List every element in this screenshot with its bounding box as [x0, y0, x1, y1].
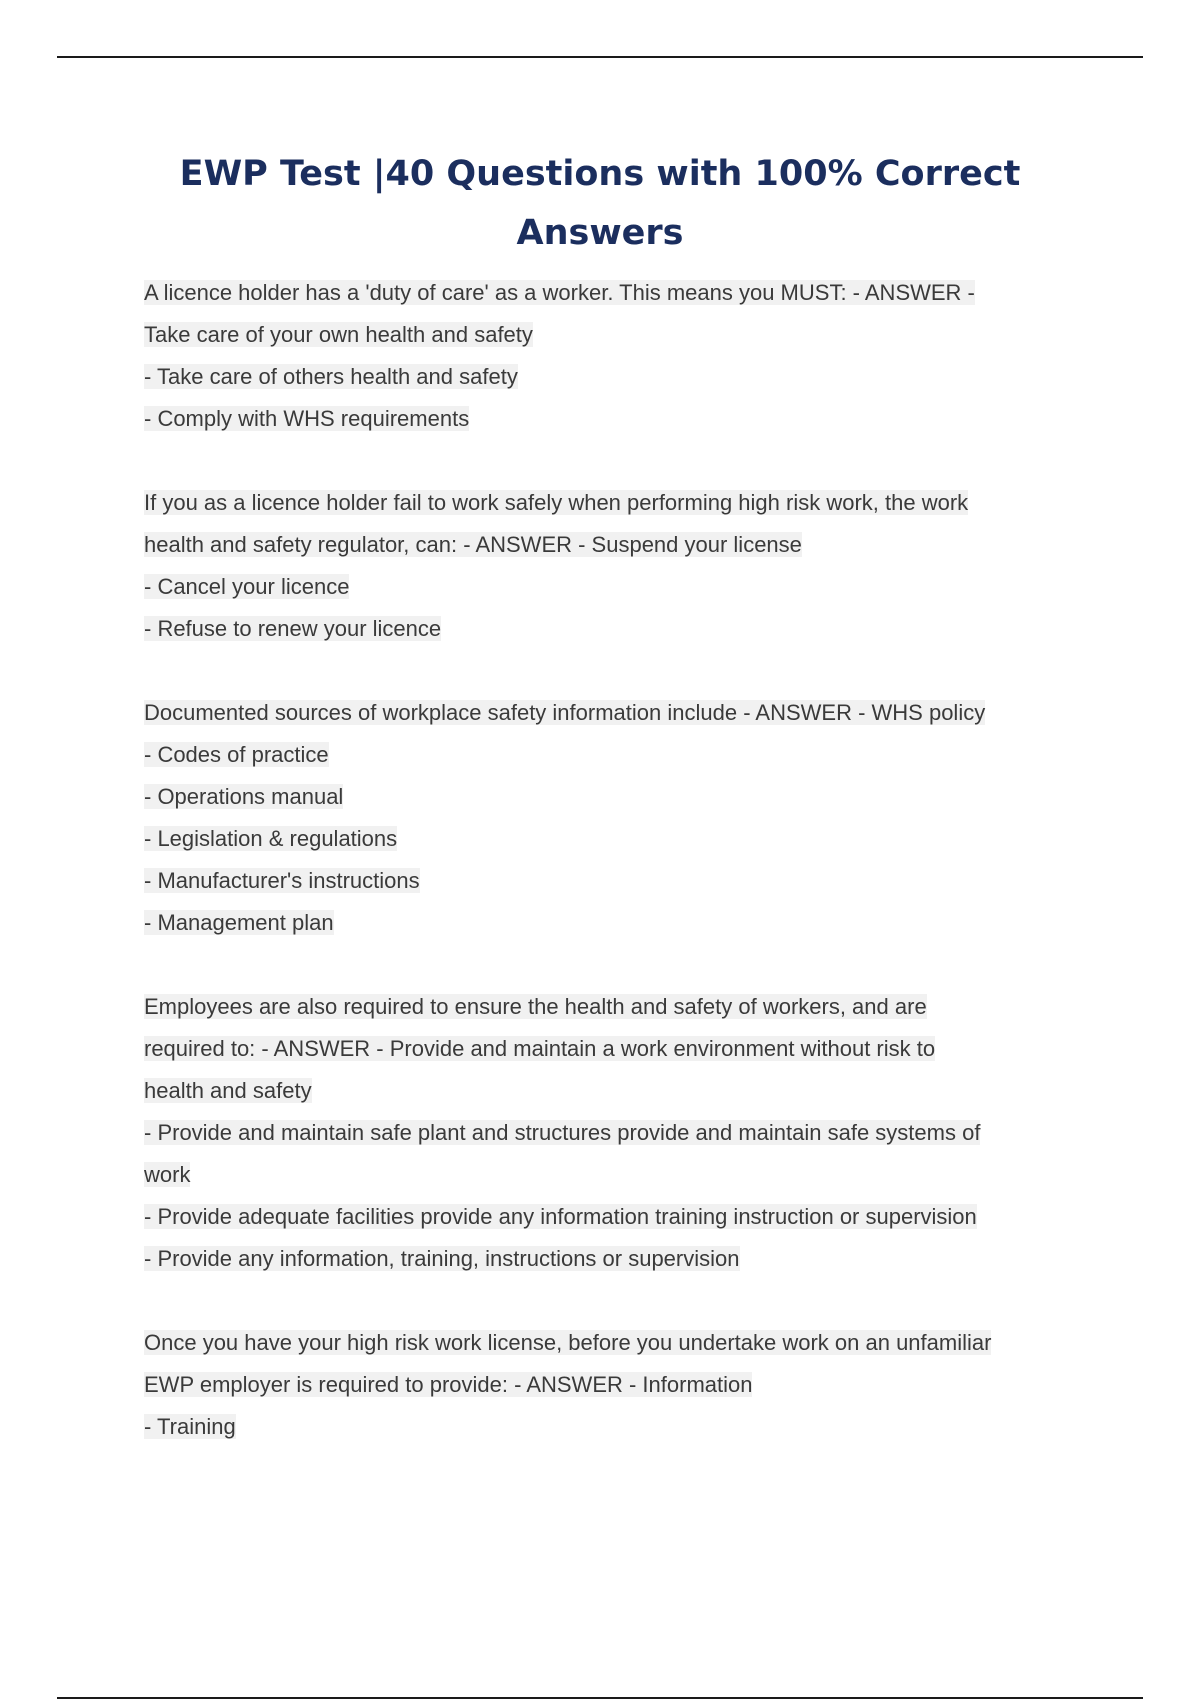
qa-line: health and safety regulator, can: - ANSWER - Suspend your license: [144, 532, 802, 557]
qa-block: [144, 272, 1084, 440]
qa-line: Take care of your own health and safety: [144, 322, 533, 347]
page-title-line-1: EWP Test |40 Questions with 100% Correct: [179, 154, 1021, 194]
qa-line: - Operations manual: [144, 784, 344, 809]
qa-line: EWP employer is required to provide: - ANSWER - Information: [144, 1372, 753, 1397]
page-title: [100, 145, 1100, 263]
qa-block: [144, 1322, 1084, 1448]
footer-rule: [57, 1697, 1143, 1699]
qa-line: - Provide and maintain safe plant and structures provide and maintain safe systems of: [144, 1120, 981, 1145]
qa-line: Once you have your high risk work license, before you undertake work on an unfamiliar: [144, 1330, 992, 1355]
qa-line: - Provide any information, training, instructions or supervision: [144, 1246, 740, 1271]
qa-line: - Legislation & regulations: [144, 826, 398, 851]
qa-line: - Comply with WHS requirements: [144, 406, 470, 431]
qa-line: required to: - ANSWER - Provide and maintain a work environment without risk to: [144, 1036, 936, 1061]
qa-block: [144, 692, 1084, 944]
qa-line: - Training: [144, 1414, 236, 1439]
header-rule: [57, 56, 1143, 58]
qa-line: - Refuse to renew your licence: [144, 616, 442, 641]
qa-content: [144, 272, 1084, 1490]
qa-block: [144, 986, 1084, 1280]
qa-line: - Take care of others health and safety: [144, 364, 518, 389]
qa-line: A licence holder has a 'duty of care' as a worker. This means you MUST: - ANSWER -: [144, 280, 975, 305]
qa-block: [144, 482, 1084, 650]
qa-line: - Manufacturer's instructions: [144, 868, 420, 893]
qa-line: - Provide adequate facilities provide any information training instruction or supervision: [144, 1204, 977, 1229]
qa-line: - Management plan: [144, 910, 334, 935]
qa-line: Documented sources of workplace safety information include - ANSWER - WHS policy: [144, 700, 986, 725]
qa-line: Employees are also required to ensure the health and safety of workers, and are: [144, 994, 927, 1019]
qa-line: If you as a licence holder fail to work safely when performing high risk work, the work: [144, 490, 969, 515]
page-title-line-2: Answers: [516, 213, 684, 253]
qa-line: work: [144, 1162, 191, 1187]
qa-line: - Cancel your licence: [144, 574, 350, 599]
qa-line: - Codes of practice: [144, 742, 329, 767]
qa-line: health and safety: [144, 1078, 312, 1103]
